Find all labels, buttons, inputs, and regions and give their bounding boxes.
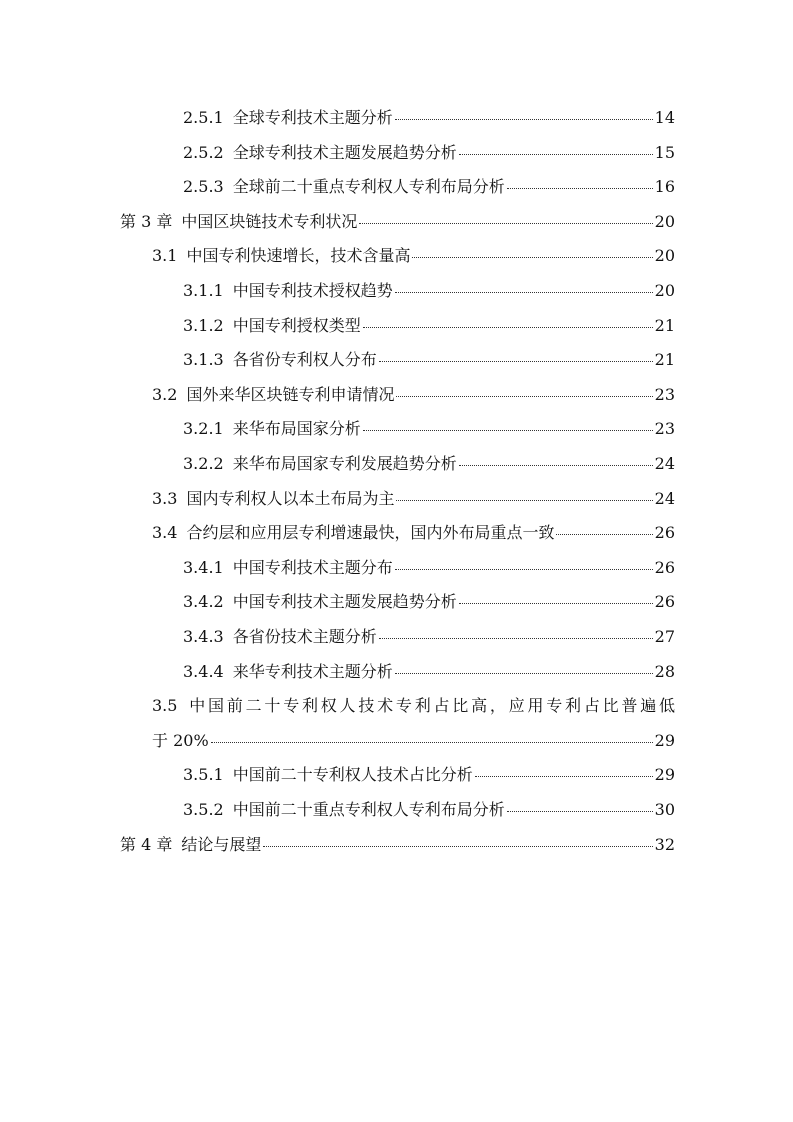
toc-entry-page: 26 bbox=[654, 557, 675, 577]
toc-entry-title: 结论与展望 bbox=[181, 834, 262, 854]
toc-entry-page: 29 bbox=[654, 765, 675, 785]
toc-entry-title: 中国前二十重点专利权人专利布局分析 bbox=[232, 800, 505, 819]
toc-entry-title: 全球前二十重点专利权人专利布局分析 bbox=[232, 177, 505, 197]
toc-entry-title: 来华专利技术主题分析 bbox=[232, 661, 393, 681]
dot-leader bbox=[379, 361, 653, 362]
dot-leader bbox=[263, 846, 652, 847]
toc-entry[interactable] bbox=[183, 350, 675, 370]
toc-entry-page: 20 bbox=[654, 281, 675, 300]
toc-entry-title: 中国前二十专利权人技术专利占比高，应用专利占比普遍低 bbox=[186, 696, 675, 716]
toc-entry-number: 3.4.3 bbox=[183, 627, 224, 646]
dot-leader bbox=[475, 776, 653, 777]
dot-leader bbox=[379, 638, 653, 639]
toc-entry-title: 合约层和应用层专利增速最快，国内外布局重点一致 bbox=[186, 523, 555, 543]
toc-entry-number: 3.4.4 bbox=[183, 661, 224, 681]
toc-entry-number: 3.1.3 bbox=[183, 350, 224, 370]
toc-entry-title: 来华布局国家分析 bbox=[232, 419, 361, 439]
toc-entry-number: 3.4 bbox=[152, 523, 178, 543]
toc-entry-title: 全球专利技术主题分析 bbox=[232, 108, 393, 127]
toc-entry-title: 国外来华区块链专利申请情况 bbox=[186, 384, 395, 404]
dot-leader bbox=[395, 292, 653, 293]
toc-entry-page: 16 bbox=[654, 177, 675, 197]
toc-entry[interactable] bbox=[183, 316, 675, 336]
toc-entry-wrapped-line1[interactable] bbox=[152, 696, 675, 716]
toc-entry[interactable] bbox=[120, 212, 675, 232]
dot-leader bbox=[556, 534, 652, 535]
dot-leader bbox=[459, 603, 653, 604]
dot-leader bbox=[211, 742, 653, 743]
toc-entry-page: 27 bbox=[654, 627, 675, 646]
toc-entry[interactable] bbox=[183, 454, 675, 474]
toc-entry[interactable] bbox=[120, 835, 675, 855]
toc-entry-page: 26 bbox=[654, 523, 675, 543]
toc-entry-number: 3.2.2 bbox=[183, 454, 224, 473]
toc-entry-page: 23 bbox=[654, 419, 675, 439]
toc-entry-wrapped-line2[interactable] bbox=[152, 731, 675, 751]
toc-entry[interactable] bbox=[183, 281, 675, 301]
toc-entry-number: 3.1 bbox=[152, 246, 178, 266]
toc-entry[interactable] bbox=[152, 246, 675, 266]
toc-entry-title: 中国专利技术授权趋势 bbox=[232, 281, 393, 300]
toc-entry-title: 中国专利技术主题分布 bbox=[232, 557, 393, 577]
toc-entry-title: 来华布局国家专利发展趋势分析 bbox=[232, 454, 457, 473]
dot-leader bbox=[363, 327, 653, 328]
toc-entry-number: 2.5.1 bbox=[183, 108, 224, 127]
toc-entry-number: 3.2 bbox=[152, 384, 178, 404]
toc-entry-page: 30 bbox=[654, 800, 675, 819]
toc-entry-page: 24 bbox=[654, 488, 675, 508]
toc-entry-page: 28 bbox=[654, 661, 675, 681]
dot-leader bbox=[396, 396, 652, 397]
toc-entry-number: 2.5.3 bbox=[183, 177, 224, 197]
toc-entry-title: 各省份专利权人分布 bbox=[232, 350, 377, 370]
toc-entry-page: 23 bbox=[654, 384, 675, 404]
toc-entry-page: 20 bbox=[654, 246, 675, 266]
toc-entry-title: 中国区块链技术专利状况 bbox=[181, 211, 358, 231]
dot-leader bbox=[363, 430, 653, 431]
toc-entry[interactable] bbox=[183, 558, 675, 578]
toc-entry[interactable] bbox=[183, 765, 675, 785]
toc-entry[interactable] bbox=[183, 800, 675, 820]
toc-entry[interactable] bbox=[152, 385, 675, 405]
toc-entry-number: 3.4.1 bbox=[183, 557, 224, 577]
dot-leader bbox=[396, 500, 652, 501]
toc-entry-number: 3.5.2 bbox=[183, 800, 224, 819]
dot-leader bbox=[359, 223, 652, 224]
toc-entry[interactable] bbox=[183, 143, 675, 163]
toc-entry-page: 14 bbox=[654, 108, 675, 127]
toc-entry-number: 第 4 章 bbox=[120, 834, 173, 854]
toc-entry[interactable] bbox=[183, 662, 675, 682]
toc-entry[interactable] bbox=[183, 177, 675, 197]
toc-entry-number: 第 3 章 bbox=[120, 211, 173, 231]
toc-entry-number: 3.5.1 bbox=[183, 765, 224, 785]
dot-leader bbox=[459, 465, 653, 466]
toc-entry-page: 26 bbox=[654, 592, 675, 612]
dot-leader bbox=[459, 154, 653, 155]
dot-leader bbox=[395, 119, 653, 120]
dot-leader bbox=[395, 569, 653, 570]
toc-entry-page: 21 bbox=[654, 350, 675, 370]
toc-entry[interactable] bbox=[183, 419, 675, 439]
toc-entry-page: 20 bbox=[654, 211, 675, 231]
toc-entry-title: 中国专利快速增长，技术含量高 bbox=[186, 246, 411, 266]
toc-entry-title: 中国前二十专利权人技术占比分析 bbox=[232, 765, 473, 785]
toc-entry-title: 全球专利技术主题发展趋势分析 bbox=[232, 142, 457, 162]
toc-entry-page: 15 bbox=[654, 142, 675, 162]
toc-entry-number: 3.2.1 bbox=[183, 419, 224, 439]
toc-entry-number: 3.4.2 bbox=[183, 592, 224, 612]
toc-entry-page: 29 bbox=[654, 730, 675, 750]
toc-entry-number: 2.5.2 bbox=[183, 142, 224, 162]
dot-leader bbox=[395, 673, 653, 674]
toc-entry-title: 于 20% bbox=[152, 730, 209, 750]
dot-leader bbox=[412, 257, 652, 258]
toc-entry-title: 中国专利技术主题发展趋势分析 bbox=[232, 592, 457, 612]
toc-entry-page: 24 bbox=[654, 454, 675, 473]
dot-leader bbox=[507, 188, 653, 189]
toc-entry[interactable] bbox=[183, 108, 675, 128]
toc-entry-number: 3.1.1 bbox=[183, 281, 224, 300]
dot-leader bbox=[507, 811, 653, 812]
toc-entry-number: 3.3 bbox=[152, 488, 178, 508]
toc-entry-page: 21 bbox=[654, 315, 675, 335]
toc-entry-title: 国内专利权人以本土布局为主 bbox=[186, 488, 395, 508]
toc-entry[interactable] bbox=[152, 523, 675, 543]
toc-entry-title: 中国专利授权类型 bbox=[232, 315, 361, 335]
toc-entry-title: 各省份技术主题分析 bbox=[232, 627, 377, 646]
toc-entry-page: 32 bbox=[654, 834, 675, 854]
toc-entry-number: 3.5 bbox=[152, 696, 178, 716]
toc-entry[interactable] bbox=[152, 489, 675, 509]
toc-entry-number: 3.1.2 bbox=[183, 315, 224, 335]
toc-entry[interactable] bbox=[183, 592, 675, 612]
toc-entry[interactable] bbox=[183, 627, 675, 647]
